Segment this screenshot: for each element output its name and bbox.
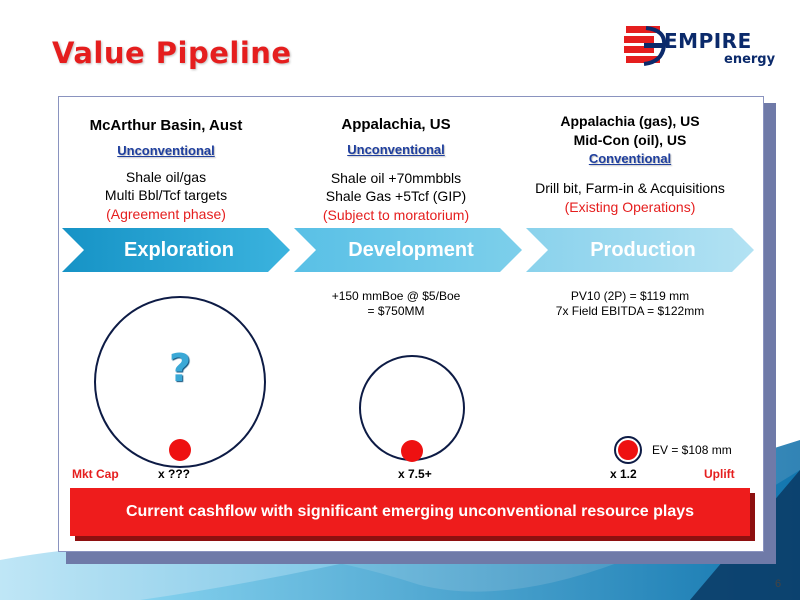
production-metric-2: 7x Field EBITDA = $122mm bbox=[555, 304, 705, 318]
logo-word-energy: energy bbox=[724, 52, 776, 67]
exploration-multiple: x ??? bbox=[158, 467, 190, 481]
production-metric-1: PV10 (2P) = $119 mm bbox=[570, 289, 690, 303]
production-multiple: x 1.2 bbox=[610, 467, 637, 481]
column-3-note: (Existing Operations) bbox=[564, 199, 696, 215]
stage-development: Development bbox=[348, 239, 474, 261]
column-1-title: McArthur Basin, Aust bbox=[89, 117, 243, 134]
column-3-title-line-2: Mid-Con (oil), US bbox=[573, 132, 687, 148]
logo-word-empire: EMPIRE bbox=[664, 29, 752, 53]
column-3-subtitle: Conventional bbox=[588, 151, 672, 166]
development-metric-2: = $750MM bbox=[367, 304, 425, 318]
ev-label: EV = $108 mm bbox=[652, 443, 732, 457]
column-3-title-line-1: Appalachia (gas), US bbox=[560, 113, 700, 129]
column-1-note: (Agreement phase) bbox=[106, 206, 226, 222]
development-multiple: x 7.5+ bbox=[398, 467, 432, 481]
stage-exploration: Exploration bbox=[123, 239, 234, 261]
page-number: 6 bbox=[775, 578, 782, 590]
column-2-line-2: Shale Gas +5Tcf (GIP) bbox=[325, 188, 467, 204]
development-mktcap-dot bbox=[401, 440, 423, 462]
summary-banner: Current cashflow with significant emerging unconventional resource plays bbox=[70, 488, 750, 536]
question-mark: ? bbox=[168, 346, 192, 390]
column-1-line-2: Multi Bbl/Tcf targets bbox=[104, 187, 228, 203]
uplift-label: Uplift bbox=[704, 467, 735, 481]
column-2-note: (Subject to moratorium) bbox=[322, 207, 470, 223]
column-2-subtitle: Unconventional bbox=[347, 142, 445, 157]
column-2-title: Appalachia, US bbox=[341, 116, 451, 133]
production-mktcap-dot bbox=[618, 440, 638, 460]
column-1-subtitle: Unconventional bbox=[117, 143, 215, 158]
column-1-line-1: Shale oil/gas bbox=[125, 169, 207, 185]
column-2-line-1: Shale oil +70mmbbls bbox=[330, 170, 462, 186]
column-3-line-1: Drill bit, Farm-in & Acquisitions bbox=[535, 180, 725, 196]
stage-production: Production bbox=[590, 239, 696, 261]
development-metric-1: +150 mmBoe @ $5/Boe bbox=[331, 289, 461, 303]
exploration-mktcap-dot bbox=[169, 439, 191, 461]
page-title: Value Pipeline bbox=[52, 36, 292, 70]
mkt-cap-label: Mkt Cap bbox=[72, 467, 119, 481]
